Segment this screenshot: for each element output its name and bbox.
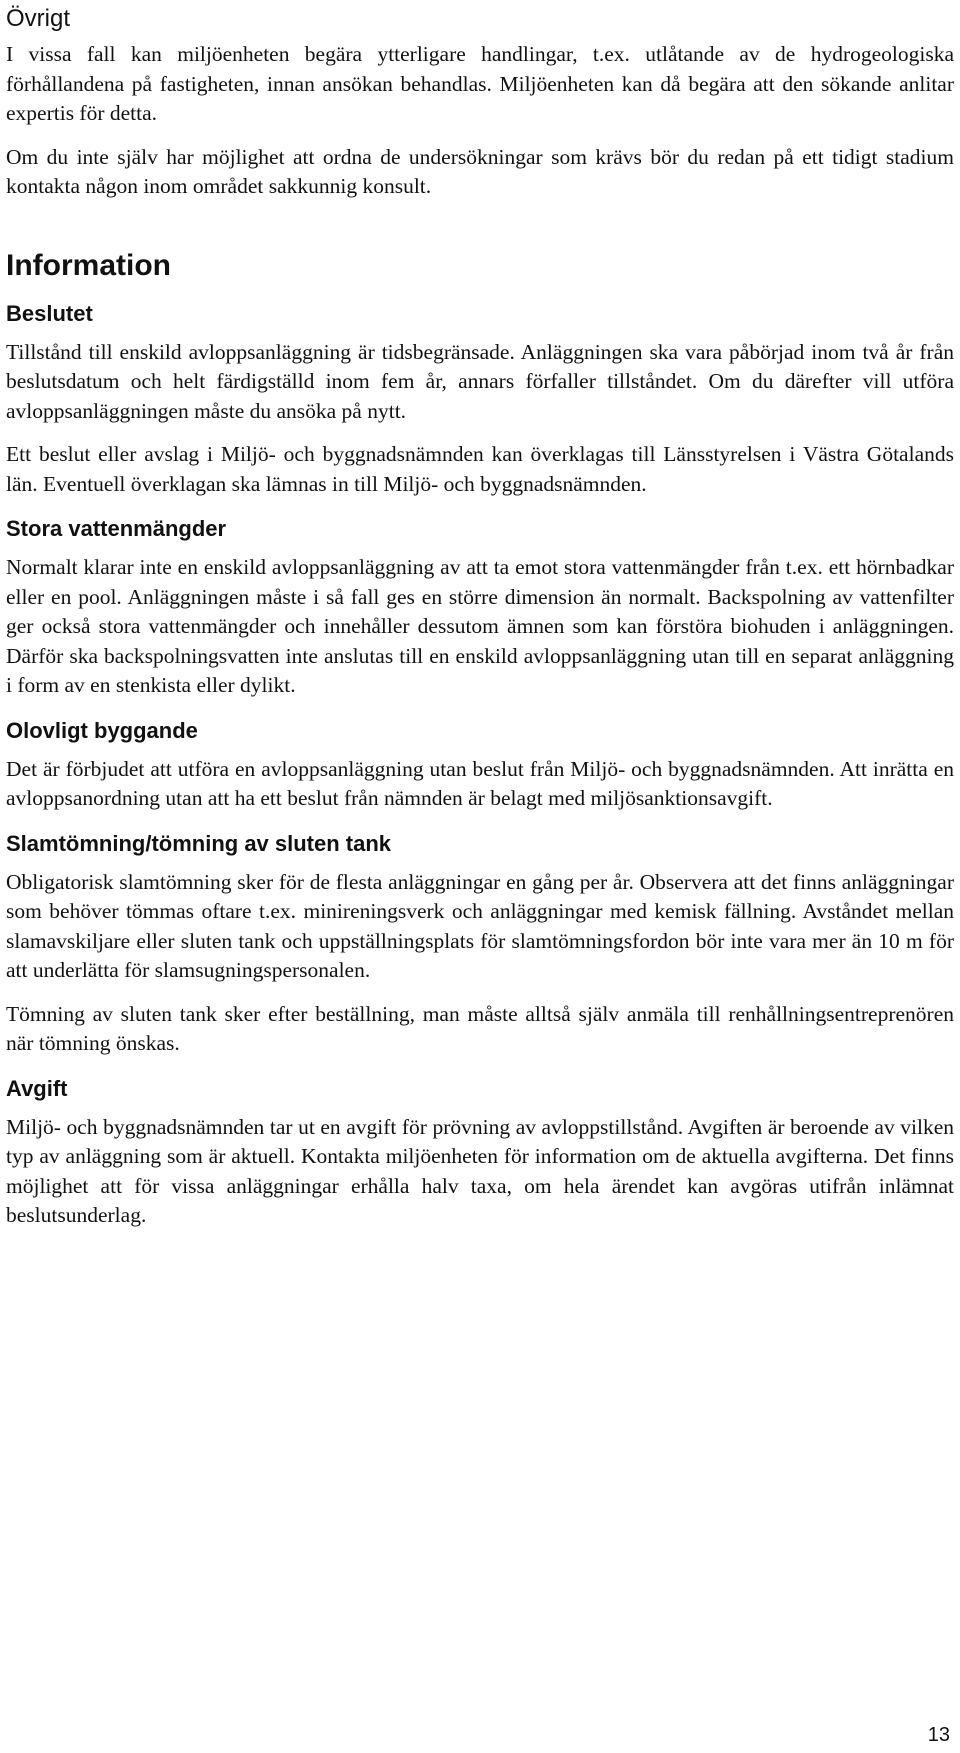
page-title: Information (6, 248, 171, 282)
document-page (0, 4, 960, 1231)
paragraph: I vissa fall kan miljöenheten begära ytterligare handlingar, t.ex. utlåtande av de hydrogeologiska förhållandena på fastigheten, innan ansökan behandlas. Miljöenheten kan då begära att den sökande anlitar expertis för detta. (6, 42, 954, 125)
paragraph: Tillstånd till enskild avloppsanläggning är tidsbegränsade. Anläggningen ska vara påbörjad inom två år från beslutsdatum och helt färdigställd inom fem år, annars förfaller tillståndet. Om du därefter vill utföra avloppsanläggningen måste du ansöka på nytt. (6, 339, 954, 423)
paragraph: Ett beslut eller avslag i Miljö- och byggnadsnämnden kan överklagas till Länsstyrelsen i Västra Götalands län. Eventuell överklagan ska lämnas in till Miljö- och byggnadsnämnden. (6, 442, 954, 496)
section-heading-ovrigt: Övrigt (6, 5, 71, 32)
paragraph: Om du inte själv har möjlighet att ordna de undersökningar som krävs bör du redan på ett tidigt stadium kontakta någon inom området sakkunnig konsult. (6, 144, 954, 198)
paragraph: Det är förbjudet att utföra en avloppsanläggning utan beslut från Miljö- och byggnadsnämnden. Att inrätta en avloppsanordning utan att ha ett beslut från nämnden är belagt med miljösanktionsavgift. (6, 756, 954, 810)
section-heading-slamtomning: Slamtömning/tömning av sluten tank (6, 830, 392, 856)
paragraph: Miljö- och byggnadsnämnden tar ut en avgift för prövning av avloppstillstånd. Avgiften är beroende av vilken typ av anläggning som är aktuell. Kontakta miljöenheten för information om de aktuella avgifterna. Det finns möjlighet att för vissa anläggningar erhålla halv taxa, om hela ärendet kan avgöras utifrån inlämnat beslutsunderlag. (6, 1114, 954, 1227)
paragraph: Normalt klarar inte en enskild avloppsanläggning av att ta emot stora vattenmängder från t.ex. ett hörnbadkar eller en pool. Anläggningen måste i så fall ges en större dimension än normalt. Backspolning av vattenfilter ger också stora vattenmängder och innehåller dessutom ämnen som kan förstöra biohuden i anläggningen. Därför ska backspolningsvatten inte anslutas till en enskild avloppsanläggning utan till en separat anläggning i form av en stenkista eller dylikt. (6, 555, 954, 697)
section-heading-beslutet: Beslutet (6, 300, 93, 326)
section-heading-vattenmangder: Stora vattenmängder (6, 516, 227, 541)
page-number: 13 (927, 1724, 950, 1746)
section-heading-avgift: Avgift (6, 1075, 68, 1101)
paragraph: Obligatorisk slamtömning sker för de flesta anläggningar en gång per år. Observera att det finns anläggningar som behöver tömmas oftare t.ex. minireningsverk och anläggningar med kemisk fällning. Avståndet mellan slamavskiljare eller sluten tank och uppställningsplats för slamtömningsfordon bör inte vara mer än 10 m för att underlätta för slamsugningspersonalen. (6, 869, 954, 982)
paragraph: Tömning av sluten tank sker efter beställning, man måste alltså själv anmäla till renhållningsentreprenören när tömning önskas. (6, 1001, 954, 1055)
section-heading-olovligt-byggande: Olovligt byggande (6, 717, 198, 743)
